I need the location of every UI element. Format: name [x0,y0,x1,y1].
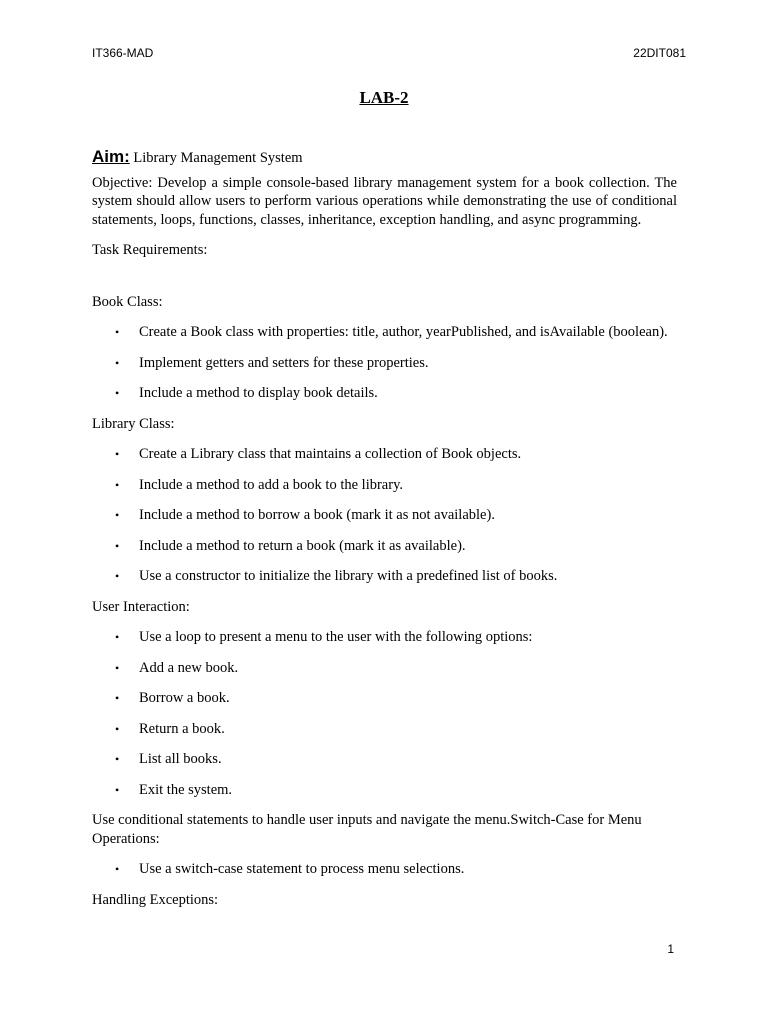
bullet-icon: • [115,691,120,705]
page-number: 1 [667,942,674,956]
list-item [92,384,677,403]
list-item [92,781,677,800]
user-interaction-list [92,628,677,799]
list-item [92,445,677,464]
bullet-icon: • [115,660,120,675]
bullet-icon: • [115,355,120,370]
list-item-text: Use a loop to present a menu to the user with the following options: [139,629,533,645]
list-item [92,506,677,525]
bullet-icon: • [115,569,120,583]
list-item-text: List all books. [139,751,222,767]
conditional-paragraph: Use conditional statements to handle user inputs and navigate the menu.Switch-Case for Menu Operations: [92,812,642,847]
list-item-text: Include a method to display book details. [139,385,378,401]
bullet-icon: • [115,447,120,461]
list-item-text: Exit the system. [139,781,233,798]
list-item [92,860,677,879]
library-class-list [92,445,677,586]
switch-case-list [92,860,677,879]
bullet-icon: • [115,721,120,736]
bullet-icon: • [115,630,120,644]
list-item-text: Include a method to add a book to the library. [139,476,404,493]
list-item [92,659,677,678]
header-student-id: 22DIT081 [633,46,686,60]
bullet-icon: • [115,862,120,876]
bullet-icon: • [115,782,120,797]
book-class-list [92,323,677,403]
user-interaction-heading: User Interaction: [92,598,190,615]
handling-exceptions-heading: Handling Exceptions: [92,891,219,908]
list-item-text: Include a method to borrow a book (mark it as not available). [139,507,495,523]
library-class-heading: Library Class: [92,415,175,432]
page-title: LAB-2 [359,88,409,107]
bullet-icon: • [115,386,120,400]
bullet-icon: • [115,477,120,492]
list-item [92,476,677,495]
aim-text: Library Management System [129,150,303,166]
list-item-text: Return a book. [139,720,225,737]
list-item-text: Use a constructor to initialize the library with a predefined list of books. [139,568,558,584]
list-item [92,323,677,342]
objective-paragraph: Objective: Develop a simple console-based library management system for a book collection. The system should allow users to perform various operations while demonstrating the use of conditional statements, loops, functions, classes, inheritance, exception handling, and async programming. [92,174,677,228]
list-item [92,689,677,708]
book-class-heading: Book Class: [92,293,163,310]
header-course-code: IT366-MAD [92,46,154,60]
bullet-icon: • [115,538,120,553]
aim-label: Aim: [92,147,130,166]
aim-line [92,148,677,168]
list-item [92,628,677,647]
list-item [92,750,677,769]
bullet-icon: • [115,752,120,766]
list-item-text: Use a switch-case statement to process menu selections. [139,861,465,877]
list-item-text: Create a Library class that maintains a collection of Book objects. [139,446,522,462]
document-body [92,148,677,909]
list-item [92,537,677,556]
list-item-text: Implement getters and setters for these properties. [139,354,429,371]
list-item-text: Borrow a book. [139,690,230,706]
bullet-icon: • [115,325,120,339]
list-item [92,567,677,586]
task-requirements-heading: Task Requirements: [92,242,208,258]
list-item [92,354,677,373]
list-item-text: Include a method to return a book (mark it as available). [139,537,466,554]
list-item-text: Create a Book class with properties: title, author, yearPublished, and isAvailable (boolean). [139,324,668,340]
list-item-text: Add a new book. [139,659,239,676]
list-item [92,720,677,739]
bullet-icon: • [115,508,120,522]
